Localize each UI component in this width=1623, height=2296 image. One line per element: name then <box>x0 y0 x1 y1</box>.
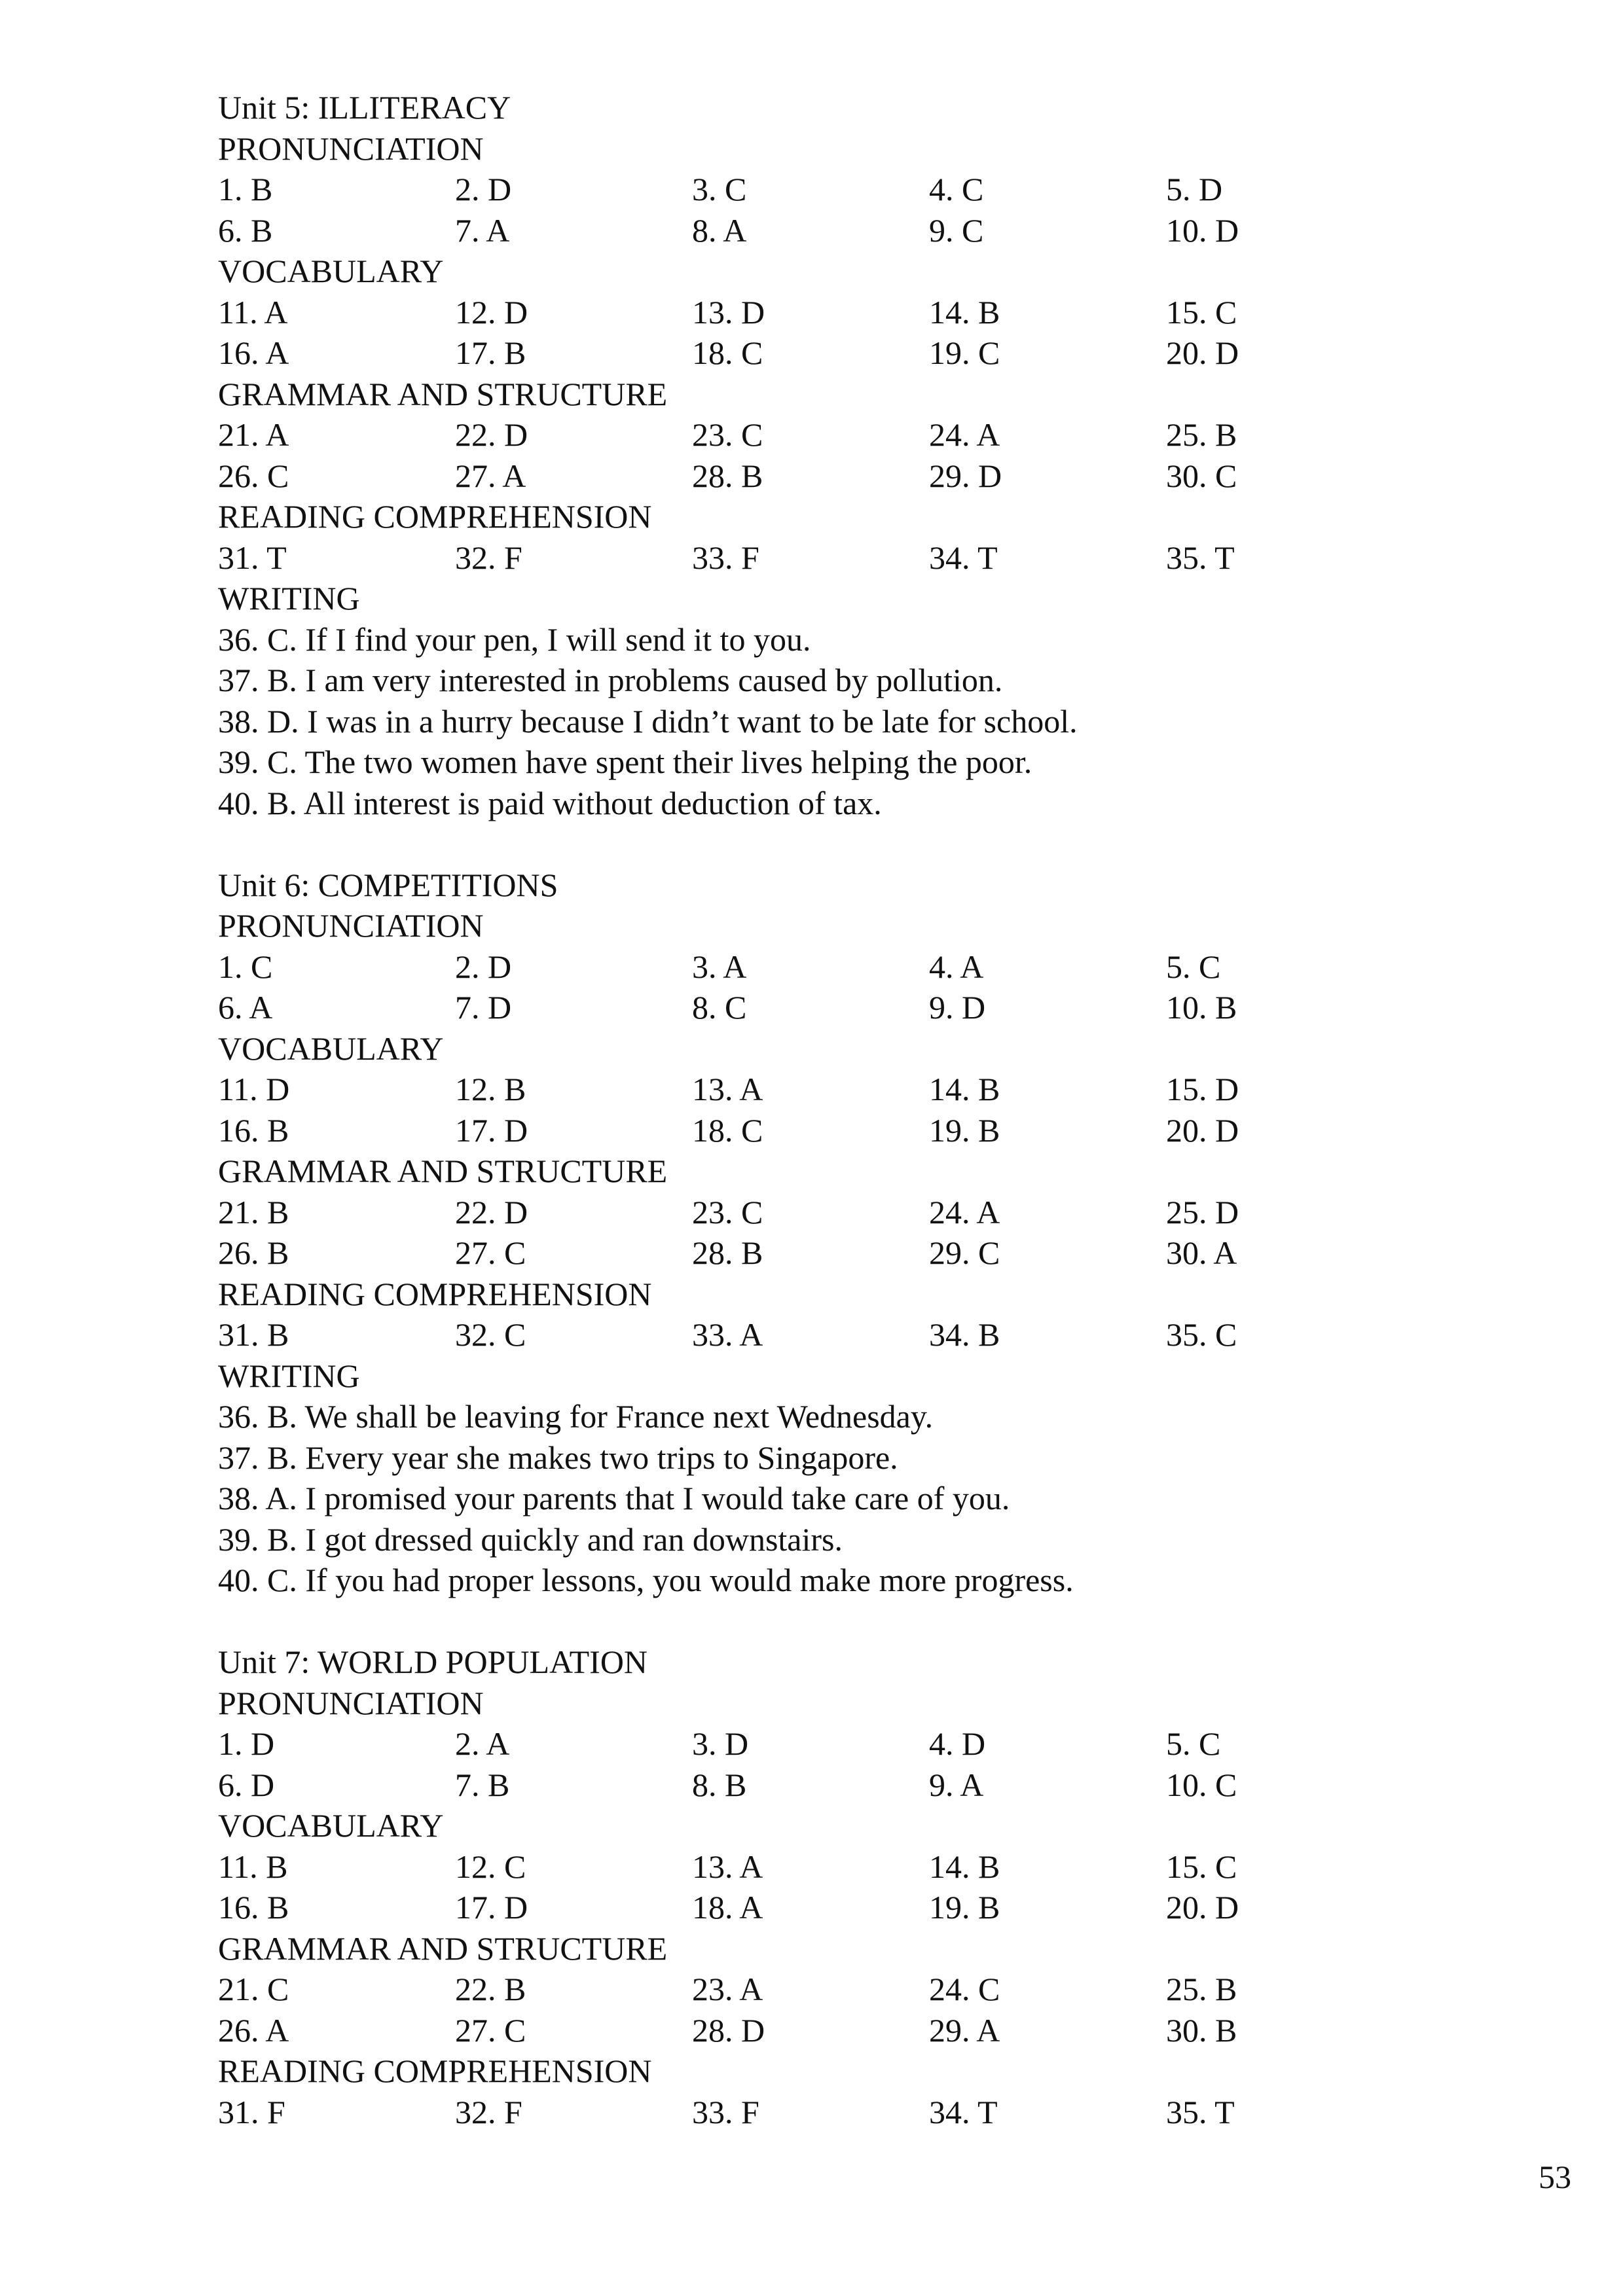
answer-cell: 15. D <box>1166 1071 1239 1107</box>
answer-cell: 30. B <box>1166 2011 1237 2049</box>
answer-cell: 29. C <box>929 1234 1000 1271</box>
answer-cell: 12. D <box>455 293 528 331</box>
answer-cell: 27. C <box>455 2011 526 2049</box>
writing-answer: 40. B. All interest is paid without deduction of tax. <box>218 784 882 821</box>
section-heading: PRONUNCIATION <box>218 907 484 944</box>
answer-row <box>218 292 1462 333</box>
section-heading: WRITING <box>218 1357 360 1394</box>
answer-cell: 28. D <box>692 2011 765 2049</box>
answer-cell: 35. T <box>1166 2093 1235 2130</box>
section-heading: PRONUNCIATION <box>218 1684 484 1721</box>
unit-block <box>218 865 1462 1601</box>
answer-cell: 33. A <box>692 1316 763 1353</box>
answer-cell: 7. D <box>455 989 512 1026</box>
answer-row <box>218 456 1462 497</box>
answer-cell: 5. C <box>1166 948 1221 985</box>
answer-cell: 17. D <box>455 1111 528 1149</box>
answer-row <box>218 1723 1462 1765</box>
answer-cell: 24. C <box>929 1971 1000 2007</box>
answer-cell: 4. A <box>929 948 984 985</box>
section-heading: READING COMPREHENSION <box>218 498 652 535</box>
answer-cell: 19. B <box>929 1889 1000 1926</box>
answer-cell: 22. D <box>455 416 528 453</box>
section-heading: READING COMPREHENSION <box>218 2053 652 2089</box>
writing-answer: 36. C. If I find your pen, I will send it to you. <box>218 620 811 658</box>
answer-row <box>218 1232 1462 1274</box>
answer-cell: 15. C <box>1166 293 1237 331</box>
answer-cell: 2. D <box>455 948 512 985</box>
answer-cell: 8. C <box>692 989 747 1026</box>
answer-cell: 28. B <box>692 457 763 494</box>
answer-cell: 3. D <box>692 1725 749 1762</box>
answer-row <box>218 2092 1462 2133</box>
answer-cell: 23. C <box>692 416 763 453</box>
answer-cell: 30. A <box>1166 1234 1237 1271</box>
answer-cell: 28. B <box>692 1234 763 1271</box>
answer-row <box>218 1069 1462 1110</box>
answer-cell: 5. C <box>1166 1725 1221 1762</box>
answer-cell: 9. A <box>929 1766 984 1803</box>
section-heading: VOCABULARY <box>218 1030 444 1067</box>
writing-answer: 37. B. I am very interested in problems caused by pollution. <box>218 662 1003 698</box>
section-heading: WRITING <box>218 580 360 617</box>
answer-cell: 32. F <box>455 2093 522 2130</box>
answer-cell: 1. D <box>218 1725 275 1762</box>
section-heading: PRONUNCIATION <box>218 130 484 167</box>
answer-cell: 16. B <box>218 1889 289 1926</box>
unit-title: Unit 5: ILLITERACY <box>218 89 511 126</box>
unit-title: Unit 6: COMPETITIONS <box>218 866 558 903</box>
answer-cell: 31. F <box>218 2093 285 2130</box>
answer-cell: 13. A <box>692 1071 763 1107</box>
answer-cell: 34. B <box>929 1316 1000 1353</box>
answer-cell: 27. A <box>455 457 526 494</box>
answer-cell: 6. A <box>218 989 273 1026</box>
answer-cell: 5. D <box>1166 171 1223 207</box>
answer-cell: 11. D <box>218 1071 290 1107</box>
answer-cell: 13. A <box>692 1848 763 1885</box>
answer-cell: 17. B <box>455 334 526 371</box>
answer-row <box>218 414 1462 456</box>
answer-cell: 6. D <box>218 1766 275 1803</box>
answer-row <box>218 1192 1462 1233</box>
answer-cell: 2. D <box>455 171 512 207</box>
answer-cell: 25. D <box>1166 1193 1239 1230</box>
answer-cell: 18. A <box>692 1889 763 1926</box>
answer-cell: 12. C <box>455 1848 526 1885</box>
answer-cell: 6. B <box>218 211 273 249</box>
answer-cell: 8. A <box>692 211 747 249</box>
answer-row <box>218 1846 1462 1888</box>
section-heading: VOCABULARY <box>218 1807 444 1844</box>
unit-block <box>218 87 1462 823</box>
page-number: 53 <box>1539 2159 1571 2195</box>
answer-cell: 1. B <box>218 171 273 207</box>
unit-block <box>218 1641 1462 2132</box>
answer-cell: 20. D <box>1166 1111 1239 1149</box>
answer-cell: 21. A <box>218 416 289 453</box>
writing-answer: 40. C. If you had proper lessons, you would make more progress. <box>218 1562 1074 1598</box>
answer-row <box>218 946 1462 988</box>
answer-cell: 14. B <box>929 1071 1000 1107</box>
answer-row <box>218 1969 1462 2010</box>
answer-cell: 7. B <box>455 1766 510 1803</box>
answer-cell: 23. C <box>692 1193 763 1230</box>
section-heading: GRAMMAR AND STRUCTURE <box>218 375 668 412</box>
answer-row <box>218 169 1462 210</box>
answer-cell: 9. C <box>929 211 984 249</box>
answer-cell: 19. C <box>929 334 1000 371</box>
answer-cell: 16. A <box>218 334 289 371</box>
answer-key-content <box>218 87 1462 2132</box>
answer-cell: 33. F <box>692 2093 759 2130</box>
answer-cell: 29. A <box>929 2011 1000 2049</box>
answer-cell: 9. D <box>929 989 986 1026</box>
answer-cell: 17. D <box>455 1889 528 1926</box>
writing-answer: 39. B. I got dressed quickly and ran downstairs. <box>218 1520 843 1558</box>
answer-cell: 26. B <box>218 1234 289 1271</box>
answer-cell: 20. D <box>1166 334 1239 371</box>
answer-cell: 22. D <box>455 1193 528 1230</box>
answer-cell: 12. B <box>455 1071 526 1107</box>
answer-cell: 11. B <box>218 1848 288 1885</box>
answer-row <box>218 332 1462 374</box>
answer-cell: 16. B <box>218 1111 289 1149</box>
unit-title: Unit 7: WORLD POPULATION <box>218 1643 648 1680</box>
answer-row <box>218 1887 1462 1928</box>
writing-answer: 38. A. I promised your parents that I would take care of you. <box>218 1480 1010 1516</box>
answer-cell: 3. A <box>692 948 747 985</box>
section-heading: READING COMPREHENSION <box>218 1275 652 1312</box>
answer-cell: 3. C <box>692 171 747 207</box>
answer-row <box>218 1110 1462 1151</box>
answer-cell: 15. C <box>1166 1848 1237 1885</box>
answer-cell: 35. T <box>1166 539 1235 576</box>
answer-cell: 22. B <box>455 1971 526 2007</box>
answer-row <box>218 210 1462 251</box>
answer-cell: 13. D <box>692 293 765 331</box>
answer-cell: 2. A <box>455 1725 510 1762</box>
answer-row <box>218 1765 1462 1806</box>
answer-cell: 10. D <box>1166 211 1239 249</box>
answer-cell: 18. C <box>692 334 763 371</box>
answer-cell: 29. D <box>929 457 1002 494</box>
answer-cell: 19. B <box>929 1111 1000 1149</box>
section-heading: VOCABULARY <box>218 253 444 289</box>
answer-cell: 14. B <box>929 293 1000 331</box>
answer-cell: 11. A <box>218 293 288 331</box>
answer-cell: 34. T <box>929 539 998 576</box>
writing-answer: 38. D. I was in a hurry because I didn’t want to be late for school. <box>218 702 1078 740</box>
answer-cell: 30. C <box>1166 457 1237 494</box>
answer-cell: 18. C <box>692 1111 763 1149</box>
answer-cell: 24. A <box>929 1193 1000 1230</box>
answer-cell: 26. C <box>218 457 289 494</box>
answer-cell: 31. T <box>218 539 287 576</box>
answer-cell: 32. F <box>455 539 522 576</box>
writing-answer: 37. B. Every year she makes two trips to Singapore. <box>218 1439 898 1476</box>
answer-cell: 32. C <box>455 1316 526 1353</box>
answer-cell: 33. F <box>692 539 759 576</box>
answer-cell: 10. C <box>1166 1766 1237 1803</box>
answer-row <box>218 987 1462 1028</box>
answer-cell: 27. C <box>455 1234 526 1271</box>
answer-cell: 10. B <box>1166 989 1237 1026</box>
answer-cell: 26. A <box>218 2011 289 2049</box>
answer-cell: 31. B <box>218 1316 289 1353</box>
writing-answer: 39. C. The two women have spent their lives helping the poor. <box>218 744 1032 780</box>
answer-row <box>218 1314 1462 1355</box>
answer-cell: 4. D <box>929 1725 986 1762</box>
answer-cell: 4. C <box>929 171 984 207</box>
answer-cell: 20. D <box>1166 1889 1239 1926</box>
answer-cell: 24. A <box>929 416 1000 453</box>
answer-cell: 1. C <box>218 948 273 985</box>
answer-cell: 34. T <box>929 2093 998 2130</box>
section-heading: GRAMMAR AND STRUCTURE <box>218 1929 668 1967</box>
answer-cell: 21. B <box>218 1193 289 1230</box>
answer-row <box>218 537 1462 579</box>
answer-cell: 25. B <box>1166 416 1237 453</box>
answer-cell: 35. C <box>1166 1316 1237 1353</box>
answer-cell: 23. A <box>692 1971 763 2007</box>
writing-answer: 36. B. We shall be leaving for France next Wednesday. <box>218 1398 934 1435</box>
answer-cell: 7. A <box>455 211 510 249</box>
answer-cell: 14. B <box>929 1848 1000 1885</box>
section-heading: GRAMMAR AND STRUCTURE <box>218 1153 668 1189</box>
answer-cell: 21. C <box>218 1971 289 2007</box>
answer-cell: 25. B <box>1166 1971 1237 2007</box>
answer-cell: 8. B <box>692 1766 747 1803</box>
answer-row <box>218 2010 1462 2051</box>
